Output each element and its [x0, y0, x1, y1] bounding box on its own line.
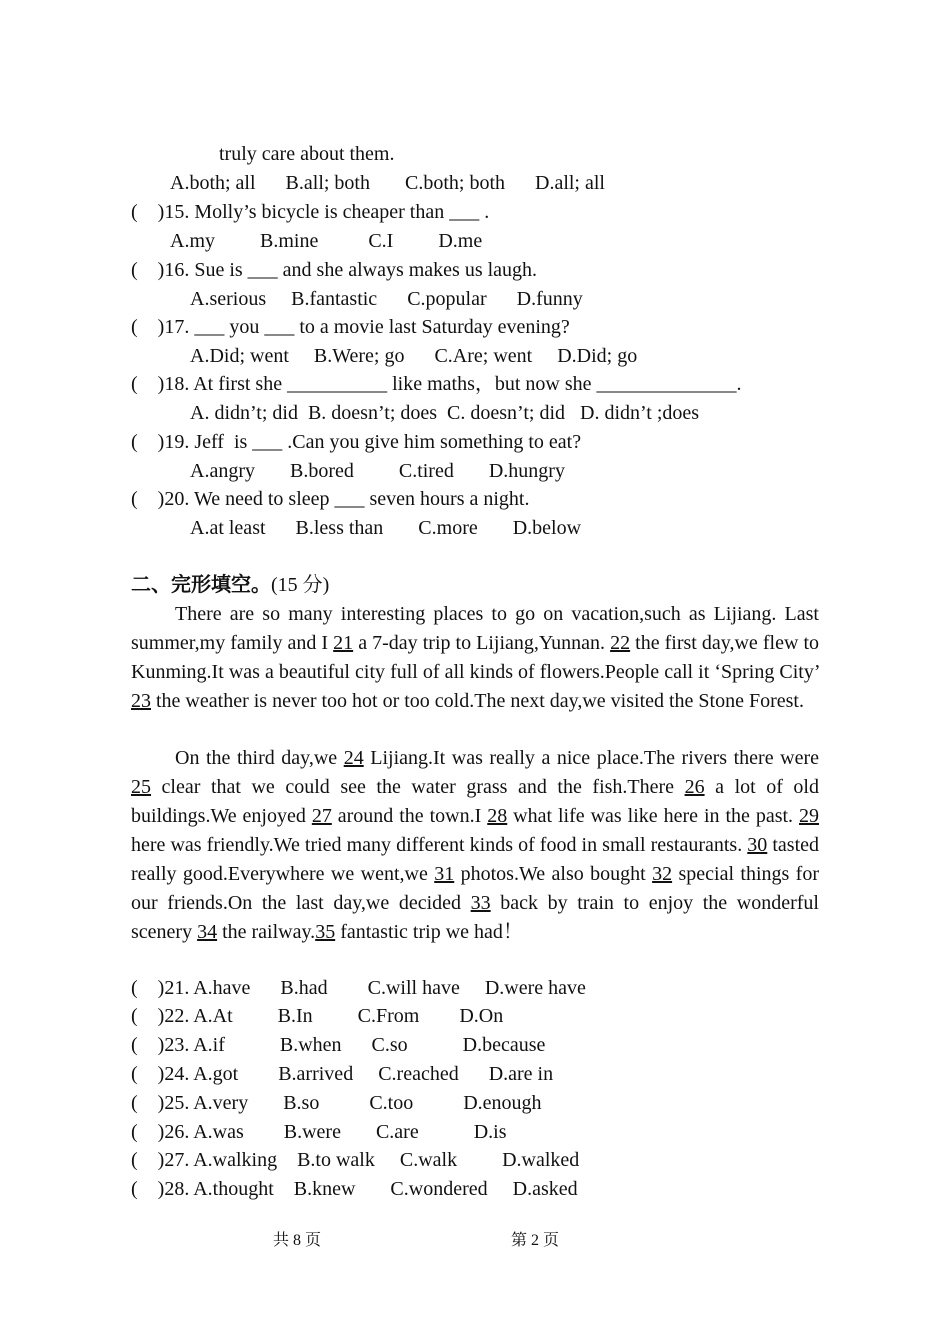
question-15-options: A.my B.mine C.I D.me [170, 230, 483, 252]
passage-text: a 7-day trip to Lijiang,Yunnan. [353, 632, 611, 654]
question-19-stem: ( )19. Jeff is ___ .Can you give him something to eat? [131, 431, 582, 453]
question-24: ( )24. A.got B.arrived C.reached D.are in [131, 1063, 554, 1085]
passage-text: a lot of old buildings.We enjoyed [131, 776, 819, 827]
passage-text: around the town.I [331, 805, 488, 827]
blank-26: 26 [684, 776, 705, 798]
passage-text: the first day,we flew to Kunming.It was a beautiful city full of all kinds of flowers.People call it ‘Spring City’ [131, 632, 819, 683]
blank-23: 23 [131, 690, 151, 712]
section-heading [131, 571, 329, 600]
question-27: ( )27. A.walking B.to walk C.walk D.walked [131, 1149, 580, 1171]
passage-text: what life was like here in the past. [507, 805, 799, 827]
passage-text: Lijiang.It was really a nice place.The rivers there were [363, 747, 819, 769]
blank-34: 34 [197, 921, 218, 943]
question-19-options: A.angry B.bored C.tired D.hungry [190, 460, 565, 482]
passage-text: here was friendly.We tried many different kinds of food in small restaurants. [131, 834, 748, 856]
question-23: ( )23. A.if B.when C.so D.because [131, 1034, 546, 1056]
passage-text: the railway. [217, 921, 316, 943]
passage-text: the weather is never too hot or too cold.The next day,we visited the Stone Forest. [151, 690, 804, 712]
question-16-options: A.serious B.fantastic C.popular D.funny [190, 288, 583, 310]
question-17-stem: ( )17. ___ you ___ to a movie last Saturday evening? [131, 316, 570, 338]
question-18-stem: ( )18. At first she __________ like maths，but now she ______________. [131, 373, 742, 395]
blank-27: 27 [311, 805, 332, 827]
passage-text: tasted really good.Everywhere we went,we [131, 834, 820, 885]
passage-text: photos.We also bought [454, 863, 653, 885]
question-16-stem: ( )16. Sue is ___ and she always makes us laugh. [131, 259, 538, 281]
blank-29: 29 [799, 805, 819, 827]
question-17-options: A.Did; went B.Were; go C.Are; went D.Did; go [190, 345, 638, 367]
passage-text: fantastic trip we had！ [335, 921, 523, 943]
question-15-stem: ( )15. Molly’s bicycle is cheaper than ___ . [131, 201, 490, 223]
section-score: (15 分) [271, 574, 330, 596]
blank-21: 21 [333, 632, 354, 654]
blank-28: 28 [487, 805, 508, 827]
question-20-stem: ( )20. We need to sleep ___ seven hours a night. [131, 488, 530, 510]
blank-32: 32 [652, 863, 673, 885]
passage-paragraph-2 [131, 744, 819, 947]
blank-33: 33 [470, 892, 491, 914]
question-26: ( )26. A.was B.were C.are D.is [131, 1121, 507, 1143]
question-20-options: A.at least B.less than C.more D.below [190, 517, 582, 539]
passage-text: On the third day,we [175, 747, 344, 769]
blank-30: 30 [747, 834, 768, 856]
passage-paragraph-1 [131, 600, 819, 716]
blank-31: 31 [434, 863, 455, 885]
footer-page-number: 第 2 页 [511, 1232, 560, 1249]
section-title: 二、完形填空。 [131, 574, 271, 596]
passage-text: There are so many interesting places to go on vacation,such as Lijiang. Last summer,my family and I [131, 603, 819, 654]
question-25: ( )25. A.very B.so C.too D.enough [131, 1092, 542, 1114]
passage-text: clear that we could see the water grass and the fish.There [151, 776, 685, 798]
question-28: ( )28. A.thought B.knew C.wondered D.asked [131, 1178, 578, 1200]
blank-25: 25 [131, 776, 151, 798]
question-21: ( )21. A.have B.had C.will have D.were have [131, 977, 586, 999]
passage-text: special things for our friends.On the last day,we decided [131, 863, 820, 914]
blank-24: 24 [343, 747, 364, 769]
question-14-options: A.both; all B.all; both C.both; both D.all; all [170, 172, 605, 194]
blank-22: 22 [610, 632, 631, 654]
question-14-stem-continuation: truly care about them. [219, 143, 395, 165]
question-22: ( )22. A.At B.In C.From D.On [131, 1005, 504, 1027]
blank-35: 35 [315, 921, 336, 943]
footer-total-pages: 共 8 页 [273, 1232, 322, 1249]
passage-text: back by train to enjoy the wonderful scenery [131, 892, 819, 943]
question-18-options: A. didn’t; did B. doesn’t; does C. doesn’t; did D. didn’t ;does [190, 402, 700, 424]
